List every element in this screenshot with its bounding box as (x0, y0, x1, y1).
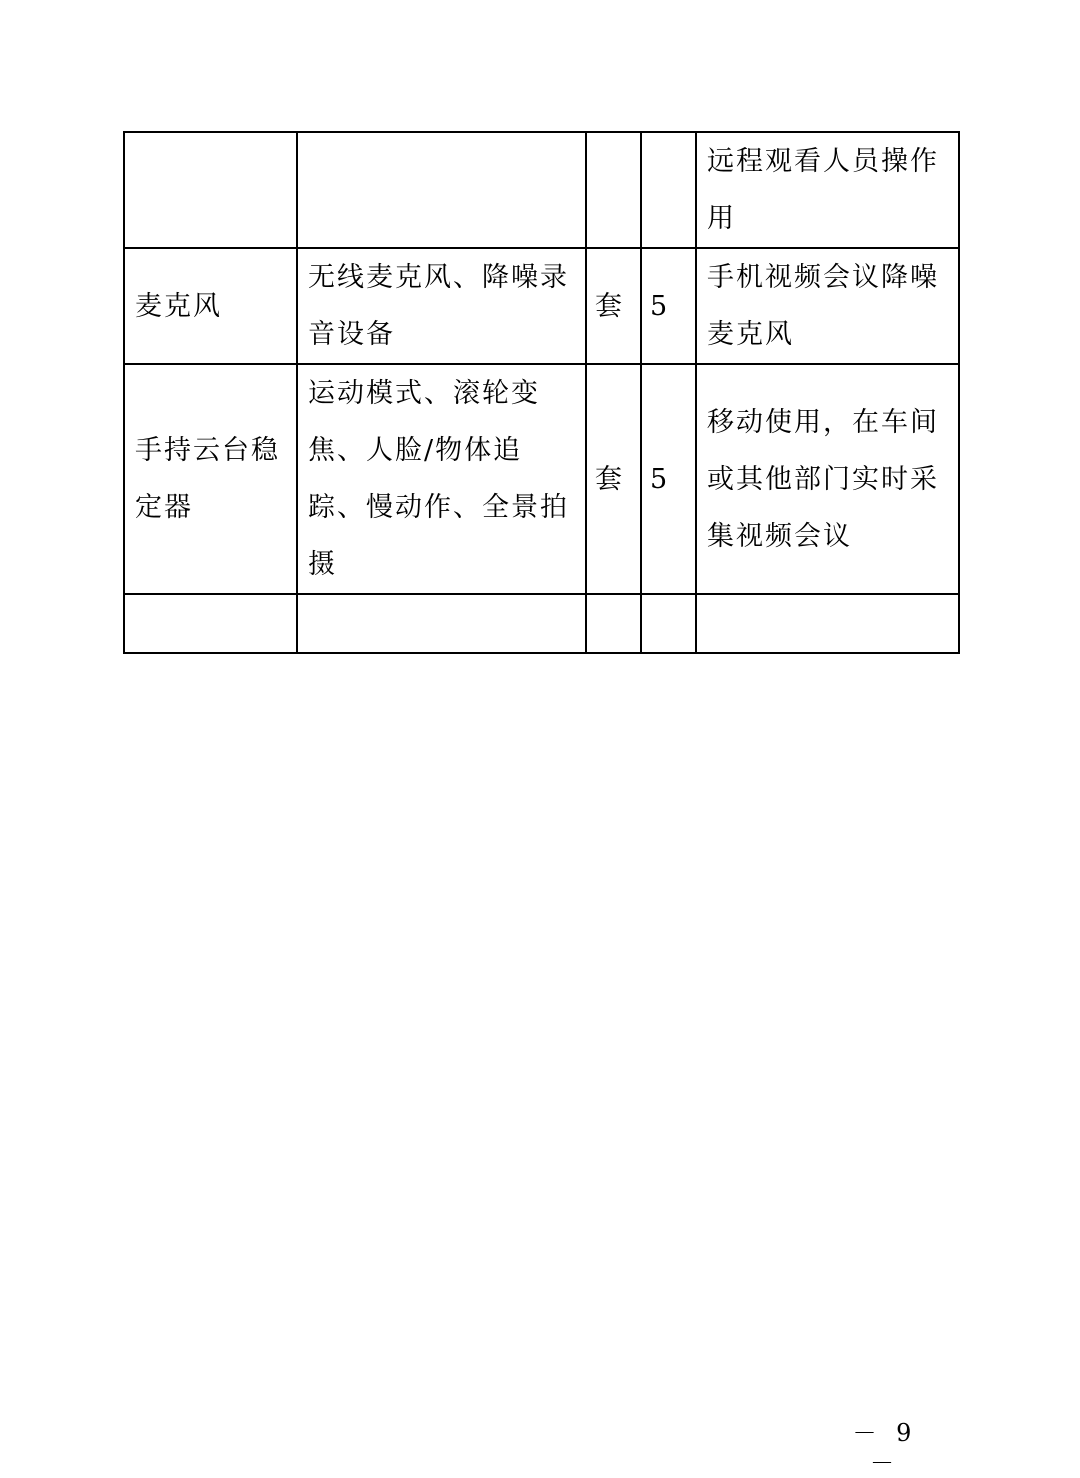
equipment-usage-cell: 手机视频会议降噪麦克风 (696, 248, 959, 364)
equipment-spec-cell (297, 132, 586, 248)
table-row (124, 248, 959, 364)
table-row (124, 364, 959, 594)
page-number: － 9 － (852, 1419, 918, 1477)
equipment-usage-cell: 远程观看人员操作用 (696, 132, 959, 248)
equipment-name-cell: 麦克风 (124, 248, 297, 364)
equipment-spec-cell (297, 594, 586, 653)
table-row (124, 132, 959, 248)
equipment-unit-cell: 套 (586, 364, 641, 594)
equipment-spec-cell: 运动模式、滚轮变焦、人脸/物体追踪、慢动作、全景拍摄 (297, 364, 586, 594)
equipment-quantity-cell: 5 (641, 248, 696, 364)
equipment-quantity-cell (641, 594, 696, 653)
equipment-unit-cell (586, 594, 641, 653)
equipment-name-cell (124, 594, 297, 653)
equipment-name-cell (124, 132, 297, 248)
equipment-quantity-cell (641, 132, 696, 248)
equipment-usage-cell (696, 594, 959, 653)
equipment-unit-cell (586, 132, 641, 248)
equipment-spec-cell: 无线麦克风、降噪录音设备 (297, 248, 586, 364)
equipment-usage-cell: 移动使用，在车间或其他部门实时采集视频会议 (696, 364, 959, 594)
equipment-name-cell: 手持云台稳定器 (124, 364, 297, 594)
equipment-unit-cell: 套 (586, 248, 641, 364)
equipment-quantity-cell: 5 (641, 364, 696, 594)
equipment-table (123, 131, 960, 654)
table-row (124, 594, 959, 653)
